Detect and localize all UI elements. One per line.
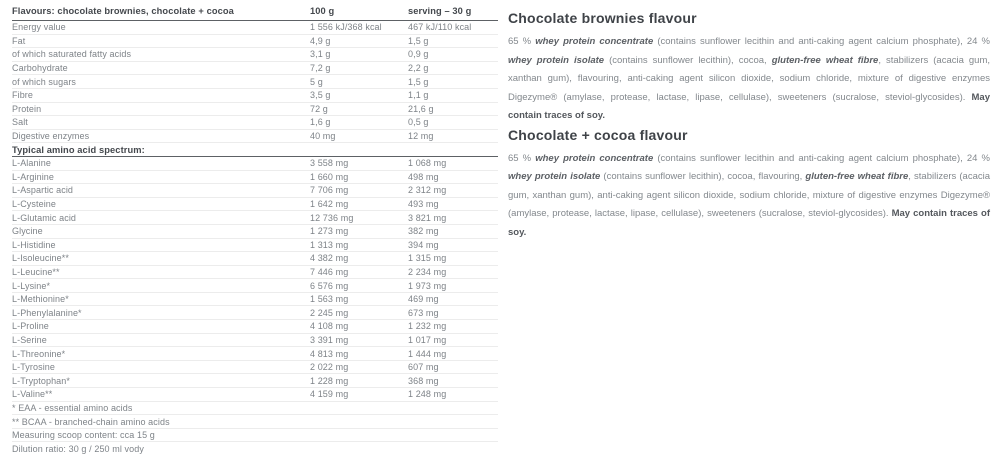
row-value-serving: 1 017 mg [408,334,447,345]
table-header-100g: 100 g [310,6,335,16]
row-value-serving: 469 mg [408,294,439,305]
ingredient-segment: (contains sunflower lecithin), cocoa, flavouring, [600,171,806,182]
nutrition-row [12,103,498,117]
footnote-text: ** BCAA - branched-chain amino acids [12,416,170,427]
amino-acid-row [12,225,498,239]
amino-acid-row [12,306,498,320]
ingredient-segment: May contain traces of soy. [508,208,990,238]
row-value-serving: 368 mg [408,375,439,386]
row-value-100g: 12 736 mg [310,212,354,223]
row-value-serving: 394 mg [408,239,439,250]
row-label: L-Arginine [12,171,55,182]
row-value-serving: 2,2 g [408,63,429,74]
ingredient-segment: (contains sunflower lecithin), cocoa, [604,54,772,66]
row-label: Salt [12,117,28,128]
nutrition-row [12,116,498,130]
row-value-100g: 1 660 mg [310,171,349,182]
row-value-serving: 0,9 g [408,49,429,60]
row-value-100g: 3,5 g [310,90,331,101]
amino-acid-row [12,320,498,334]
row-value-100g: 4 159 mg [310,389,349,400]
row-value-100g: 7 446 mg [310,266,349,277]
row-value-100g: 3 558 mg [310,158,349,169]
row-value-100g: 5 g [310,76,323,87]
row-value-100g: 1 642 mg [310,199,349,210]
row-value-serving: 498 mg [408,171,439,182]
row-value-100g: 1,6 g [310,117,331,128]
amino-acid-row [12,239,498,253]
amino-acid-row [12,334,498,348]
row-label: Carbohydrate [12,63,68,74]
row-label: L-Lysine* [12,280,51,291]
row-label: L-Cysteine [12,199,57,210]
row-value-100g: 7 706 mg [310,185,349,196]
row-label: L-Methionine* [12,294,69,305]
row-label: L-Threonine* [12,348,66,359]
row-value-serving: 2 234 mg [408,266,447,277]
flavour-section [508,126,990,243]
ingredient-segment: whey protein isolate [508,171,601,182]
row-value-serving: 1,5 g [408,76,429,87]
row-value-serving: 12 mg [408,131,434,142]
row-value-serving: 673 mg [408,307,439,318]
ingredient-segment: (contains sunflower lecithin and anti-caking agent calcium phosphate), 24 % [653,36,990,47]
amino-acid-row [12,211,498,225]
amino-acid-row [12,293,498,307]
row-value-100g: 1 313 mg [310,239,349,250]
flavour-descriptions [508,0,990,242]
row-value-serving: 21,6 g [408,103,434,114]
amino-acid-row [12,198,498,212]
amino-section-header: Typical amino acid spectrum: [12,144,145,155]
row-label: L-Isoleucine** [12,253,69,264]
row-value-serving: 493 mg [408,199,439,210]
row-value-100g: 7,2 g [310,63,331,74]
row-label: L-Tryptophan* [12,375,70,386]
footnotes-group [12,402,498,456]
row-label: Protein [12,103,42,114]
row-value-100g: 3 391 mg [310,334,349,345]
flavour-section [508,9,990,126]
ingredient-segment: whey protein concentrate [535,152,654,164]
table-header-flavours: Flavours: chocolate brownies, chocolate + cocoa [12,6,234,16]
ingredient-segment: gluten-free wheat fibre [805,171,909,182]
row-value-100g: 1 556 kJ/368 kcal [310,22,382,33]
row-value-serving: 1 444 mg [408,348,447,359]
amino-acid-row [12,347,498,361]
ingredient-segment: May contain traces of soy. [508,91,990,121]
ingredient-segment: gluten-free wheat fibre [771,54,879,66]
row-label: Glycine [12,226,43,237]
nutrition-rows-group [12,21,498,143]
ingredient-segment: (contains sunflower lecithin and anti-caking agent calcium phosphate), 24 % [653,152,990,164]
row-value-100g: 4 108 mg [310,321,349,332]
amino-acid-row [12,184,498,198]
nutrition-row [12,62,498,76]
nutrition-row [12,35,498,49]
ingredient-segment: , stabilizers (acacia gum, xanthan gum), flavouring, anti-caking agent silicon dioxide, sodium chloride, mixture of digestive enzymes Digezyme® (amylase, protease, lactase, lipase, cellulase), sweeteners (sucralose, steviol-glycosides). [508,54,990,103]
row-value-100g: 1 563 mg [310,294,349,305]
row-value-serving: 1 232 mg [408,321,447,332]
row-label: Energy value [12,22,66,33]
row-value-serving: 1 315 mg [408,253,447,264]
row-label: of which saturated fatty acids [12,49,132,60]
row-value-serving: 467 kJ/110 kcal [408,22,472,33]
nutrition-row [12,89,498,103]
row-value-100g: 4 382 mg [310,253,349,264]
ingredients-paragraph [508,33,990,126]
footnote-row [12,429,498,443]
ingredients-paragraph [508,150,990,243]
footnote-text: Dilution ratio: 30 g / 250 ml vody [12,444,144,455]
footnote-row [12,415,498,429]
amino-acid-row [12,388,498,402]
row-value-serving: 607 mg [408,362,439,373]
flavour-heading: Chocolate brownies flavour [508,10,697,26]
amino-acid-row [12,266,498,280]
ingredient-segment: whey protein isolate [508,54,605,66]
row-label: L-Aspartic acid [12,185,74,196]
row-label: L-Histidine [12,239,56,250]
row-value-serving: 1 248 mg [408,389,447,400]
row-label: L-Leucine** [12,266,60,277]
row-label: L-Serine [12,334,47,345]
amino-acid-row [12,279,498,293]
amino-acid-row [12,374,498,388]
amino-acid-row [12,252,498,266]
ingredient-segment: 65 % [508,152,536,164]
row-value-serving: 1,5 g [408,35,429,46]
row-value-serving: 0,5 g [408,117,429,128]
row-label: Fat [12,35,26,46]
row-value-serving: 1 068 mg [408,158,447,169]
row-label: L-Proline [12,321,49,332]
ingredient-segment: 65 % [508,36,536,47]
row-value-serving: 3 821 mg [408,212,447,223]
table-header-row [12,2,498,21]
row-label: of which sugars [12,76,77,87]
row-label: L-Phenylalanine* [12,307,82,318]
ingredient-segment: whey protein concentrate [535,36,654,47]
row-value-100g: 4 813 mg [310,348,349,359]
row-value-100g: 2 245 mg [310,307,349,318]
row-value-serving: 382 mg [408,226,439,237]
footnote-text: Measuring scoop content: cca 15 g [12,430,155,441]
row-value-serving: 1,1 g [408,90,429,101]
row-value-serving: 2 312 mg [408,185,447,196]
nutrition-row [12,48,498,62]
row-value-100g: 1 228 mg [310,375,349,386]
row-value-100g: 3,1 g [310,49,331,60]
amino-acid-row [12,171,498,185]
row-label: L-Glutamic acid [12,212,77,223]
amino-rows-group [12,157,498,402]
footnote-row [12,402,498,416]
footnote-text: * EAA - essential amino acids [12,402,133,413]
row-value-100g: 6 576 mg [310,280,349,291]
amino-section-header-row [12,143,498,157]
row-value-serving: 1 973 mg [408,280,447,291]
nutrition-table [12,2,498,456]
nutrition-row [12,130,498,144]
nutrition-row [12,75,498,89]
nutrition-row [12,21,498,35]
row-label: Fibre [12,90,34,101]
amino-acid-row [12,157,498,171]
row-label: L-Alanine [12,158,51,169]
row-value-100g: 4,9 g [310,35,331,46]
flavour-heading: Chocolate + cocoa flavour [508,126,688,143]
row-value-100g: 40 mg [310,131,336,142]
table-header-serving: serving – 30 g [408,6,472,16]
amino-acid-row [12,361,498,375]
row-value-100g: 72 g [310,103,328,114]
row-label: L-Tyrosine [12,362,56,373]
row-label: Digestive enzymes [12,131,90,142]
row-value-100g: 1 273 mg [310,226,349,237]
ingredient-segment: , stabilizers (acacia gum, xanthan gum), anti-caking agent silicon dioxide, sodium chloride, mixture of digestive enzymes Digezyme® (amylase, protease, lactase, lipase, cellulase), sweeteners (sucralose, steviol-glycosides). [508,171,991,219]
row-label: L-Valine** [12,389,53,400]
row-value-100g: 2 022 mg [310,362,349,373]
footnote-row [12,442,498,456]
